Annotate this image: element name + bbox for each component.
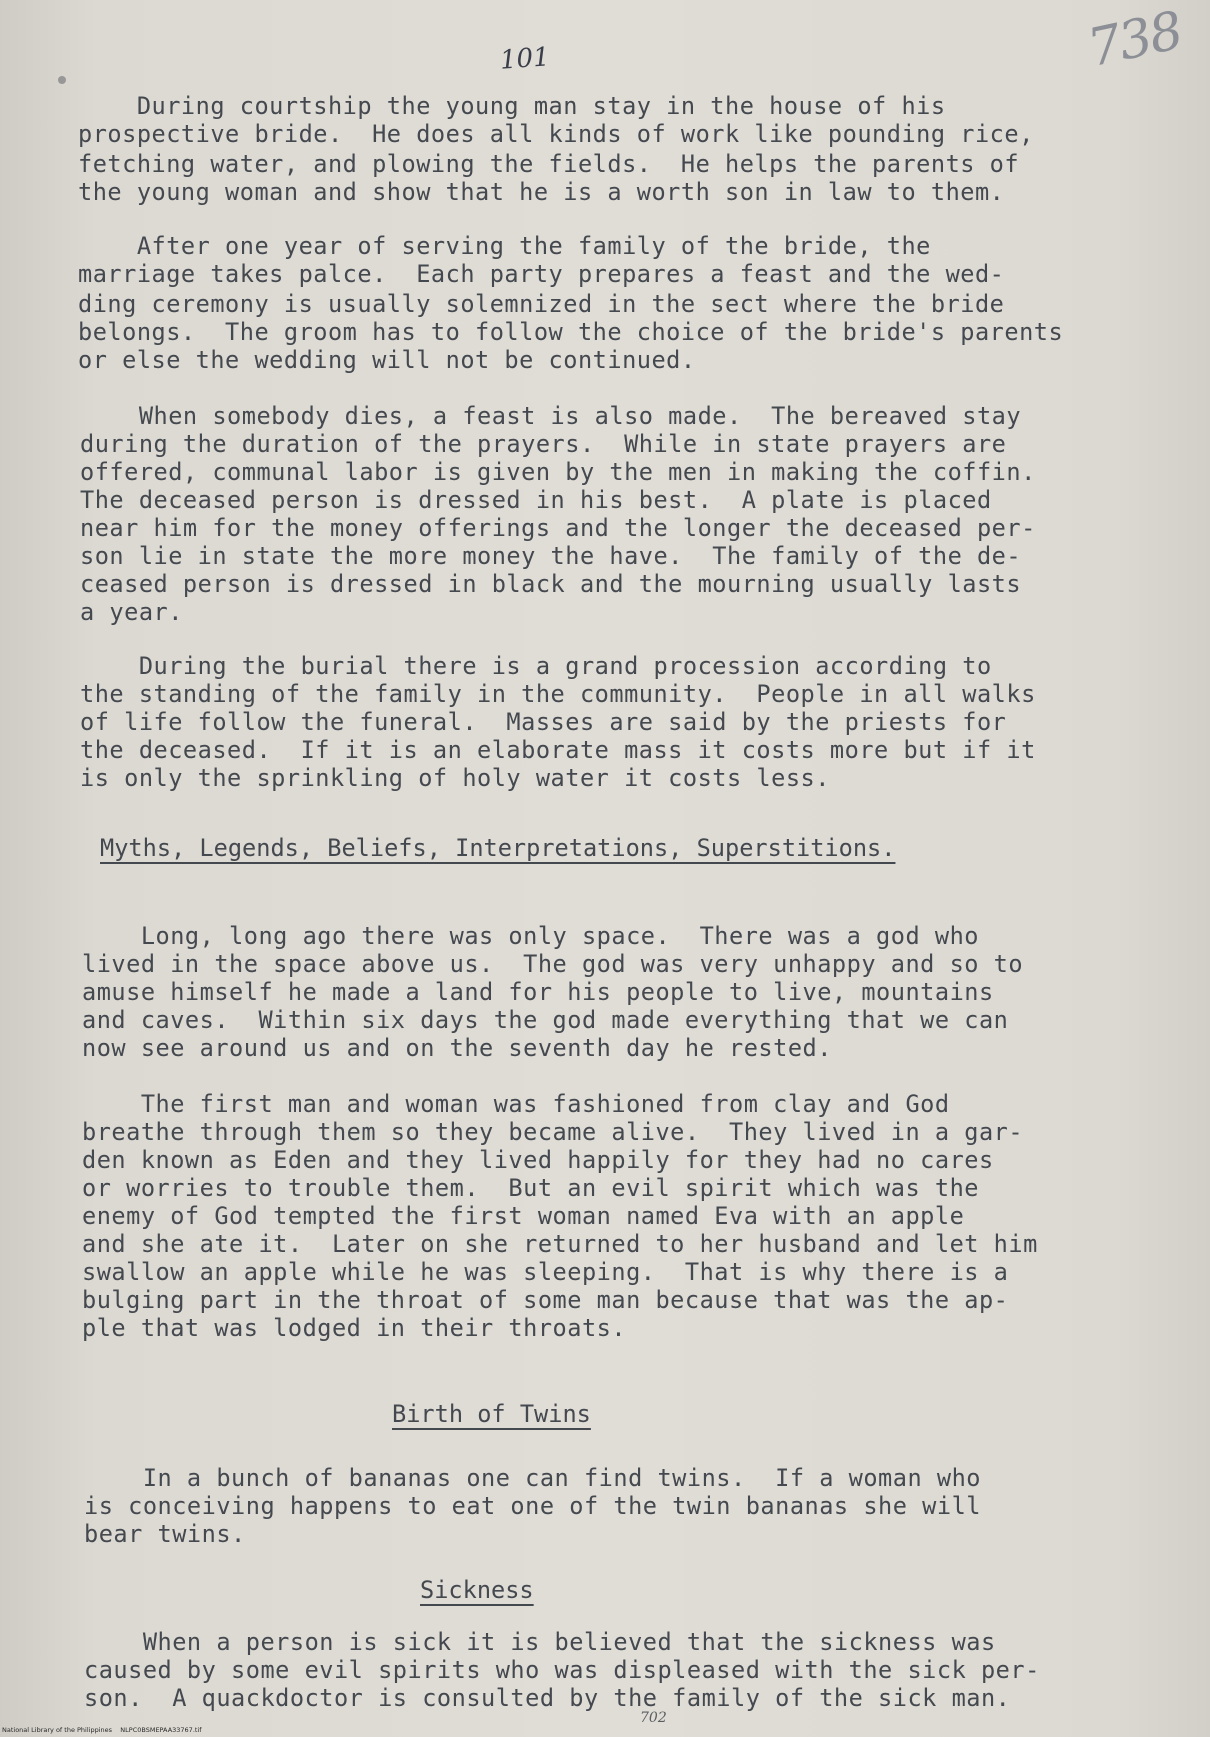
text-line: breathe through them so they became alive. They lived in a gar- [82, 1118, 1024, 1146]
text-line: The first man and woman was fashioned from clay and God [82, 1090, 950, 1118]
text-line: enemy of God tempted the first woman named Eva with an apple [82, 1202, 965, 1230]
text-line: During courtship the young man stay in the house of his [78, 92, 946, 120]
text-line: son lie in state the more money the have. The family of the de- [80, 542, 1022, 570]
text-line: den known as Eden and they lived happily for they had no cares [82, 1146, 994, 1174]
text-line: or else the wedding will not be continued. [78, 346, 696, 374]
text-line: fetching water, and plowing the fields. He helps the parents of [78, 150, 1020, 178]
text-line: When a person is sick it is believed that the sickness was [84, 1628, 996, 1656]
text-line: Long, long ago there was only space. There was a god who [82, 922, 979, 950]
archive-number: 738 [1082, 0, 1187, 80]
text-line: caused by some evil spirits who was displeased with the sick per- [84, 1656, 1040, 1684]
text-line: son. A quackdoctor is consulted by the family of the sick man. [84, 1684, 1011, 1712]
text-line: In a bunch of bananas one can find twins. If a woman who [84, 1464, 981, 1492]
bottom-page-number: 702 [640, 1710, 667, 1726]
text-line: prospective bride. He does all kinds of work like pounding rice, [78, 120, 1034, 148]
text-line: swallow an apple while he was sleeping. That is why there is a [82, 1258, 1009, 1286]
text-line: marriage takes palce. Each party prepares a feast and the wed- [78, 260, 1005, 288]
text-line: bulging part in the throat of some man because that was the ap- [82, 1286, 1009, 1314]
text-line: and she ate it. Later on she returned to her husband and let him [82, 1230, 1038, 1258]
text-line: now see around us and on the seventh day he rested. [82, 1034, 832, 1062]
text-line: belongs. The groom has to follow the choice of the bride's parents [78, 318, 1064, 346]
text-line: or worries to trouble them. But an evil spirit which was the [82, 1174, 979, 1202]
section-heading-sickness: Sickness [420, 1576, 534, 1604]
text-line: During the burial there is a grand procession according to [80, 652, 992, 680]
text-line: near him for the money offerings and the longer the deceased per- [80, 514, 1036, 542]
text-line: The deceased person is dressed in his best. A plate is placed [80, 486, 992, 514]
text-line: When somebody dies, a feast is also made. The bereaved stay [80, 402, 1022, 430]
text-line: of life follow the funeral. Masses are said by the priests for [80, 708, 1007, 736]
section-heading-twins: Birth of Twins [392, 1400, 591, 1428]
text-line: the standing of the family in the community. People in all walks [80, 680, 1036, 708]
page-number: 101 [499, 42, 551, 76]
text-line: ding ceremony is usually solemnized in the sect where the bride [78, 290, 1005, 318]
text-line: the young woman and show that he is a worth son in law to them. [78, 178, 1005, 206]
ink-speck [58, 76, 66, 84]
text-line: ceased person is dressed in black and the mourning usually lasts [80, 570, 1022, 598]
text-line: is only the sprinkling of holy water it costs less. [80, 764, 830, 792]
text-line: a year. [80, 598, 183, 626]
text-line: offered, communal labor is given by the men in making the coffin. [80, 458, 1036, 486]
text-line: is conceiving happens to eat one of the twin bananas she will [84, 1492, 981, 1520]
text-line: and caves. Within six days the god made everything that we can [82, 1006, 1009, 1034]
text-line: lived in the space above us. The god was very unhappy and so to [82, 950, 1024, 978]
section-heading-myths: Myths, Legends, Beliefs, Interpretations, Superstitions. [100, 834, 896, 862]
text-line: ple that was lodged in their throats. [82, 1314, 627, 1342]
text-line: After one year of serving the family of the bride, the [78, 232, 931, 260]
text-line: amuse himself he made a land for his people to live, mountains [82, 978, 994, 1006]
text-line: during the duration of the prayers. While in state prayers are [80, 430, 1007, 458]
text-line: bear twins. [84, 1520, 246, 1548]
archive-footer: National Library of the Philippines NLPC0BSMEPAA33767.tif [2, 1726, 202, 1734]
text-line: the deceased. If it is an elaborate mass it costs more but if it [80, 736, 1036, 764]
